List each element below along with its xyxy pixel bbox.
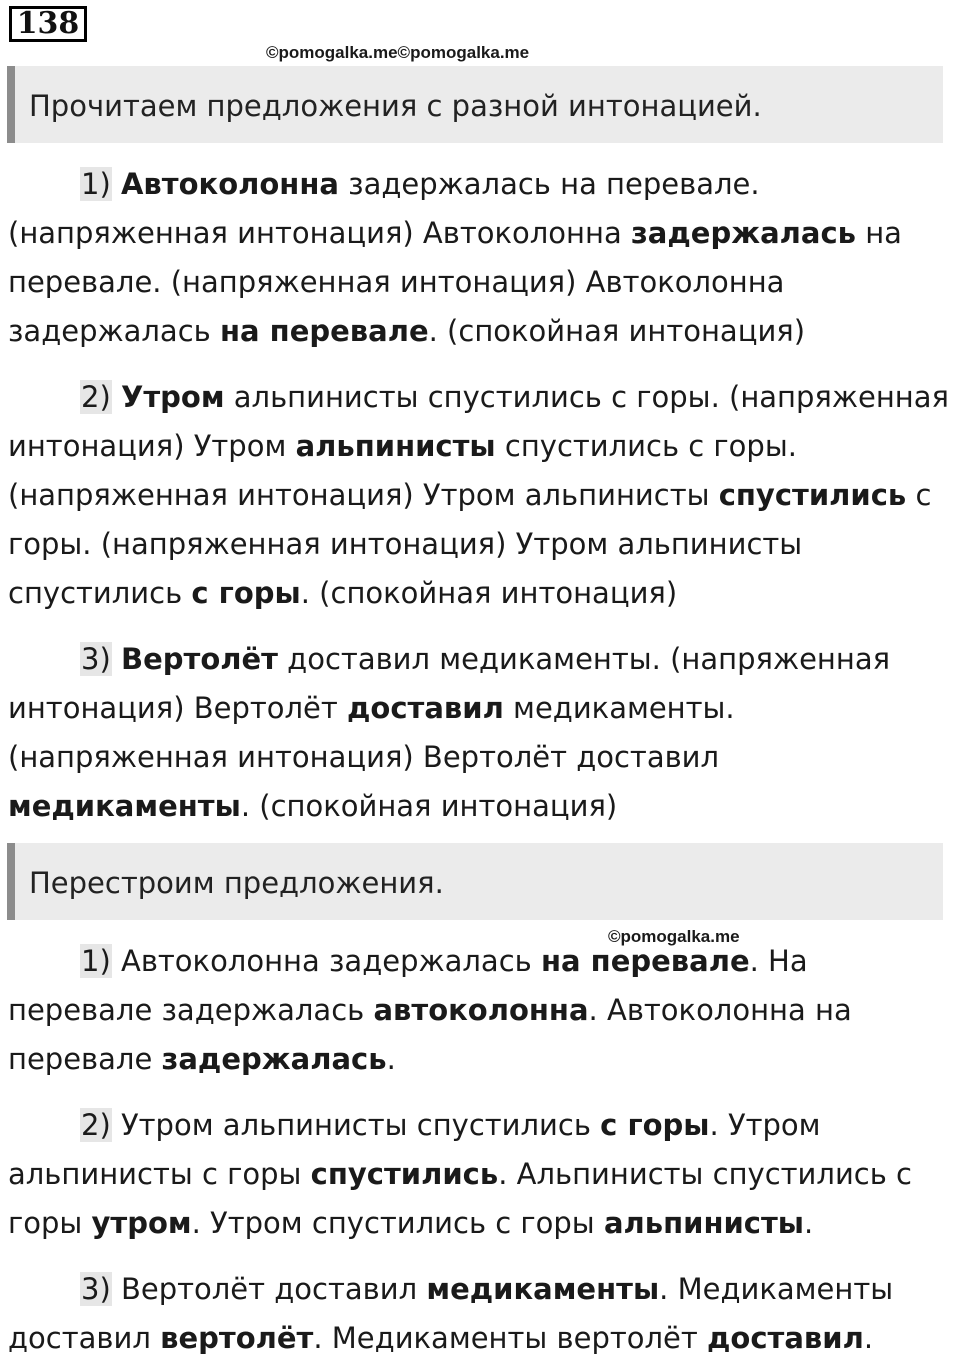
text-run: спустились с горы. (напряженная интонация) Утром альпинисты: [8, 429, 797, 512]
watermark-middle: ©pomogalka.me: [608, 927, 740, 946]
text-run: . На перевале задержалась: [8, 944, 808, 1027]
bold-phrase: Вертолёт: [120, 642, 278, 676]
bold-phrase: медикаменты: [426, 1272, 660, 1306]
bold-phrase: с горы: [191, 576, 301, 610]
bold-phrase: медикаменты: [8, 789, 241, 823]
text-run: . Альпинисты спустились с горы: [8, 1157, 912, 1240]
bold-phrase: доставил: [706, 1321, 864, 1355]
text-run: [112, 380, 121, 414]
item-number: 3): [81, 1272, 111, 1306]
text-run: [112, 167, 121, 201]
text-run: с горы. (напряженная интонация) Утром альпинисты спустились: [8, 478, 932, 610]
text-run: Вертолёт доставил: [111, 1272, 427, 1306]
bold-phrase: на перевале: [540, 944, 750, 978]
task-number-box: 138: [9, 6, 87, 42]
text-run: доставил медикаменты. (напряженная интонация) Вертолёт: [8, 642, 891, 725]
bold-phrase: вертолёт: [160, 1321, 314, 1355]
watermark-top: ©pomogalka.me©pomogalka.me: [266, 43, 530, 62]
text-run: . Утром спустились с горы: [191, 1206, 604, 1240]
bold-phrase: задержалась: [161, 1042, 387, 1076]
bold-phrase: утром: [91, 1206, 192, 1240]
item-number: 1): [81, 167, 111, 201]
text-run: .: [804, 1206, 814, 1240]
paragraph: [8, 160, 954, 356]
item-number: 2): [81, 380, 111, 414]
item-number: 1): [81, 944, 111, 978]
item-number: 3): [81, 642, 111, 676]
bold-phrase: спустились: [718, 478, 907, 512]
bold-phrase: Автоколонна: [120, 167, 339, 201]
text-run: . (спокойная интонация): [428, 314, 806, 348]
text-run: медикаменты. (напряженная интонация) Вертолёт доставил: [8, 691, 735, 774]
paragraph: [8, 373, 954, 618]
text-run: альпинисты спустились с горы. (напряженная интонация) Утром: [8, 380, 949, 463]
text-run: .: [386, 1042, 396, 1076]
bold-phrase: альпинисты: [295, 429, 496, 463]
section-heading-intonation: Прочитаем предложения с разной интонацией.: [7, 66, 943, 143]
item-number: 2): [81, 1108, 111, 1142]
bold-phrase: спустились: [310, 1157, 499, 1191]
text-run: Автоколонна задержалась: [111, 944, 541, 978]
text-run: . (спокойная интонация): [300, 576, 678, 610]
paragraph: [8, 635, 954, 831]
bold-phrase: задержалась: [630, 216, 856, 250]
text-run: [112, 642, 121, 676]
bold-phrase: на перевале: [219, 314, 429, 348]
text-run: задержалась на перевале. (напряженная интонация) Автоколонна: [8, 167, 760, 250]
bold-phrase: автоколонна: [373, 993, 589, 1027]
text-run: . Медикаменты вертолёт: [313, 1321, 707, 1355]
paragraph: [8, 1101, 954, 1248]
text-run: . (спокойная интонация): [240, 789, 618, 823]
paragraph: [8, 1265, 954, 1363]
text-run: на перевале. (напряженная интонация) Автоколонна задержалась: [8, 216, 902, 348]
paragraph: [8, 937, 954, 1084]
section-heading-rebuild: Перестроим предложения.: [7, 843, 943, 920]
text-run: .: [863, 1321, 874, 1355]
bold-phrase: доставил: [347, 691, 504, 725]
text-run: Утром альпинисты спустились: [111, 1108, 601, 1142]
text-run: . Медикаменты доставил: [8, 1272, 894, 1355]
bold-phrase: альпинисты: [603, 1206, 805, 1240]
text-run: . Автоколонна на перевале: [8, 993, 852, 1076]
bold-phrase: с горы: [600, 1108, 710, 1142]
text-run: . Утром альпинисты с горы: [8, 1108, 821, 1191]
bold-phrase: Утром: [120, 380, 225, 414]
